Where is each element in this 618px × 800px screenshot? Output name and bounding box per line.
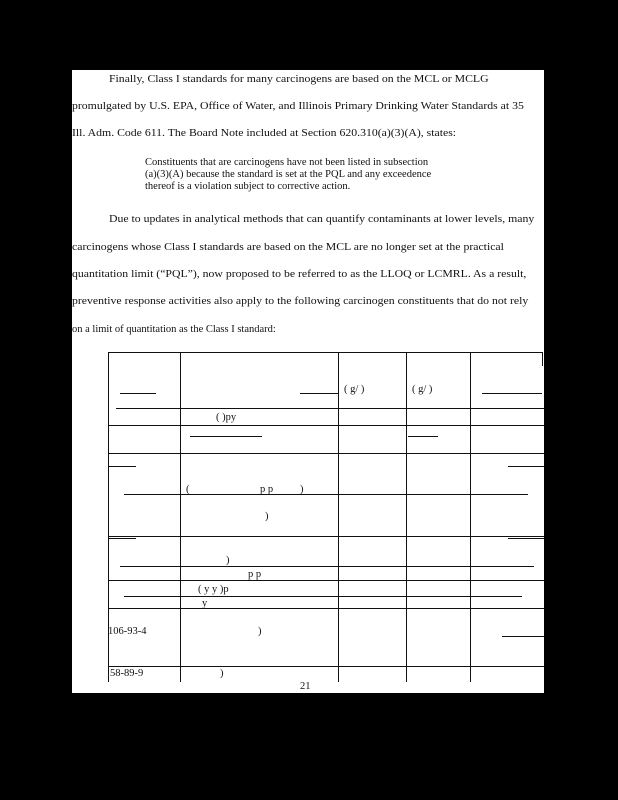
block-quote <box>145 157 485 193</box>
row-fragment: p p <box>248 569 262 580</box>
paragraph-2-line-1: Due to updates in analytical methods that can quantify contaminants at lower levels, many <box>109 214 535 225</box>
page-number: 21 <box>300 681 311 692</box>
paragraph-2-line-5: on a limit of quantitation as the Class I standard: <box>72 324 276 335</box>
paragraph-1-line-1: Finally, Class I standards for many carcinogens are based on the MCL or MCLG <box>109 74 489 85</box>
paragraph-1-line-2: promulgated by U.S. EPA, Office of Water, and Illinois Primary Drinking Water Standards at 35 <box>72 101 524 112</box>
row-fragment: ) <box>220 668 224 679</box>
row-fragment: ( )py <box>216 412 237 423</box>
row-fragment: p p <box>260 484 274 495</box>
document-page <box>72 70 544 693</box>
paragraph-2-line-4: preventive response activities also apply to the following carcinogen constituents that do not rely <box>72 296 529 307</box>
row-fragment: ) <box>258 626 262 637</box>
paragraph-2-line-2: carcinogens whose Class I standards are based on the MCL are no longer set at the practical <box>72 242 504 253</box>
block-quote-line-2: (a)(3)(A) because the standard is set at the PQL and any exceedence <box>145 169 432 180</box>
cas-number: 106-93-4 <box>108 626 147 637</box>
row-fragment: ( <box>186 484 190 495</box>
header-unit-col3: ( g/ ) <box>344 384 365 395</box>
row-fragment: ) <box>300 484 304 495</box>
row-fragment: ) <box>265 511 269 522</box>
header-unit-col4: ( g/ ) <box>412 384 433 395</box>
block-quote-line-3: thereof is a violation subject to corrective action. <box>145 181 351 192</box>
row-fragment: ) <box>226 555 230 566</box>
cas-number: 58-89-9 <box>110 668 144 679</box>
paragraph-1-line-3: Ill. Adm. Code 611. The Board Note included at Section 620.310(a)(3)(A), states: <box>72 128 457 139</box>
row-fragment: ( y y )p <box>198 584 229 595</box>
block-quote-line-1: Constituents that are carcinogens have not been listed in subsection <box>145 157 429 168</box>
paragraph-2-line-3: quantitation limit (“PQL”), now proposed to be referred to as the LLOQ or LCMRL. As a result, <box>72 269 527 280</box>
row-fragment: y <box>202 598 208 609</box>
